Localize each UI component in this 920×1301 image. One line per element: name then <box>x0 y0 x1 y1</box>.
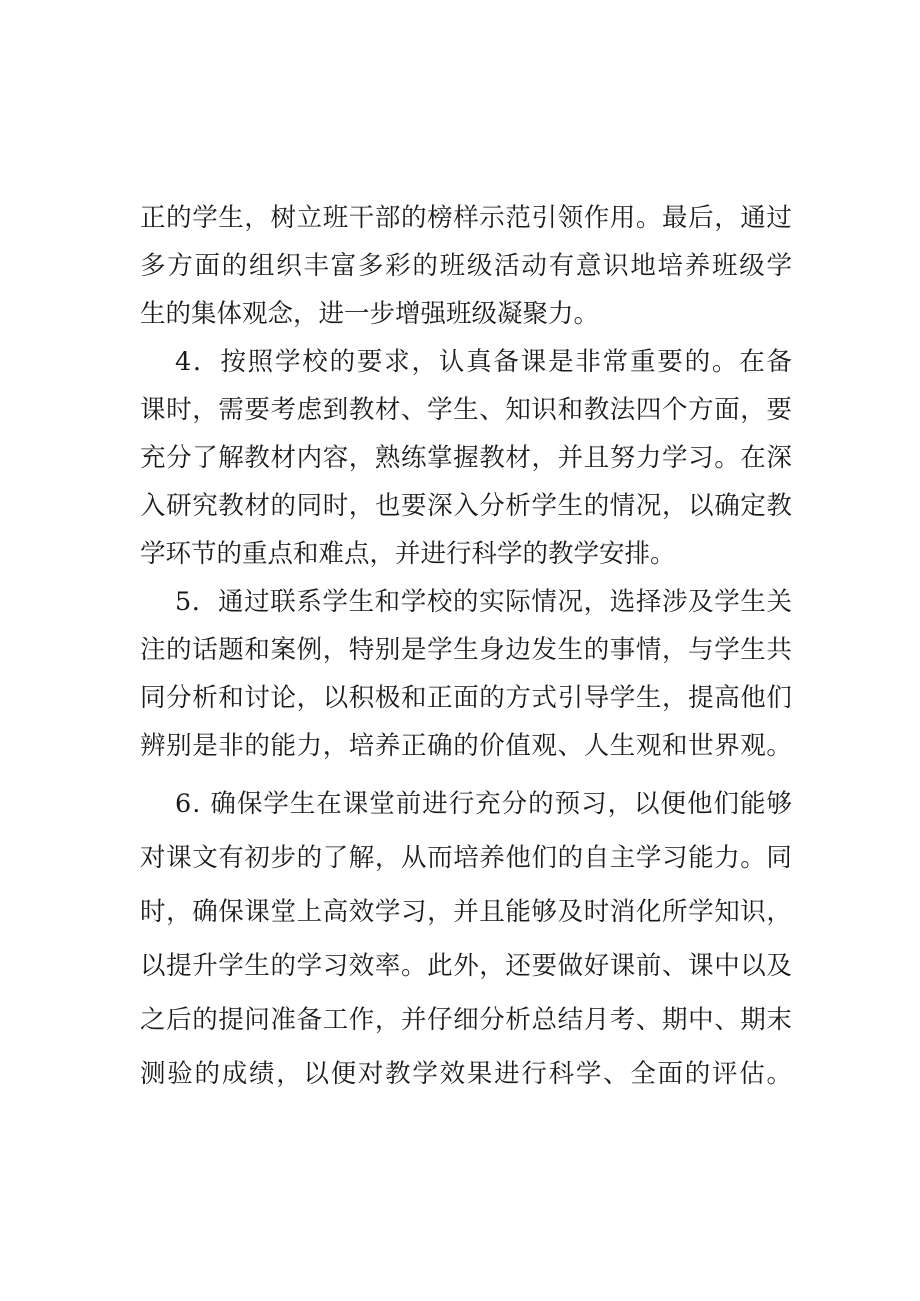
paragraph-5-line-1: 5．通过联系学生和学校的实际情况，选择涉及学生关 <box>175 587 793 617</box>
paragraph-4-line-4: 入研究教材的同时，也要深入分析学生的情况，以确定教 <box>140 491 793 521</box>
paragraph-4-line-3: 充分了解教材内容，熟练掌握教材，并且努力学习。在深 <box>140 443 793 473</box>
paragraph-5-line-3: 同分析和讨论，以积极和正面的方式引导学生，提高他们 <box>140 683 793 713</box>
paragraph-6-line-4: 以提升学生的学习效率。此外，还要做好课前、课中以及 <box>140 951 793 981</box>
paragraph-6-line-3: 时，确保课堂上高效学习，并且能够及时消化所学知识， <box>140 897 793 927</box>
paragraph-1-line-1: 正的学生，树立班干部的榜样示范引领作用。最后，通过 <box>140 203 793 233</box>
paragraph-4-line-5: 学环节的重点和难点，并进行科学的教学安排。 <box>140 539 676 569</box>
paragraph-6-line-2: 对课文有初步的了解，从而培养他们的自主学习能力。同 <box>140 843 793 873</box>
paragraph-5-line-4: 辨别是非的能力，培养正确的价值观、人生观和世界观。 <box>140 731 793 761</box>
paragraph-4-line-2: 课时，需要考虑到教材、学生、知识和教法四个方面，要 <box>140 395 793 425</box>
paragraph-1-line-3: 生的集体观念，进一步增强班级凝聚力。 <box>140 299 600 329</box>
paragraph-6-line-6: 测验的成绩，以便对教学效果进行科学、全面的评估。 <box>140 1059 794 1089</box>
paragraph-6-line-5: 之后的提问准备工作，并仔细分析总结月考、期中、期末 <box>140 1005 793 1035</box>
paragraph-6-line-1: 6. 确保学生在课堂前进行充分的预习，以便他们能够 <box>175 789 793 819</box>
paragraph-1-line-2: 多方面的组织丰富多彩的班级活动有意识地培养班级学 <box>140 251 794 281</box>
paragraph-4-line-1: 4．按照学校的要求，认真备课是非常重要的。在备 <box>175 347 794 377</box>
paragraph-5-line-2: 注的话题和案例，特别是学生身边发生的事情，与学生共 <box>140 635 793 665</box>
